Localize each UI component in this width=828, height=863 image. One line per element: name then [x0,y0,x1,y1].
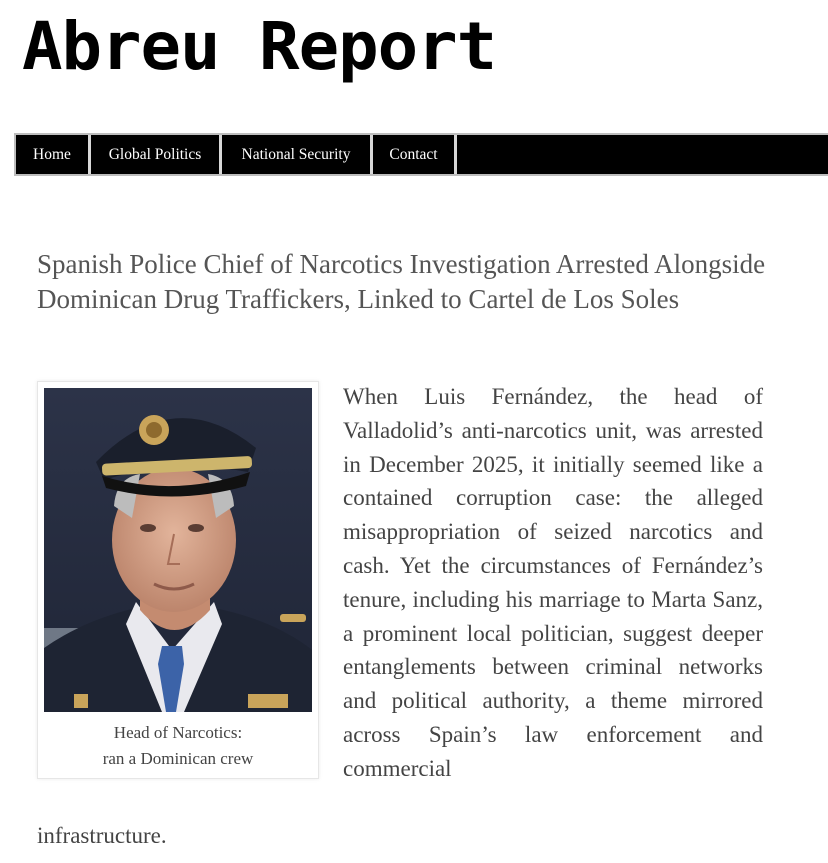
caption-line-1: Head of Narcotics: [113,723,243,742]
nav-item-national-security[interactable]: National Security [222,135,373,174]
nav-item-home[interactable]: Home [16,135,91,174]
article-figure [37,381,319,779]
caption-line-2: ran a Dominican crew [102,749,254,768]
article-headline: Spanish Police Chief of Narcotics Investigation Arrested Alongside Dominican Drug Traffickers, Linked to Cartel de Los Soles [37,249,766,314]
photo-caption [38,720,318,772]
site-title[interactable]: Abreu Report [22,8,497,85]
nav-item-global-politics[interactable]: Global Politics [91,135,222,174]
main-navigation [14,133,828,176]
article-body-tail: infrastructure. [37,823,167,848]
police-chief-photo [44,388,312,712]
article-body: When Luis Fernández, the head of Valladolid’s anti-narcotics unit, was arrested in December 2025, it initially seemed like a contained corruption case: the alleged misappropriation of seized narcotics and cash. Yet the circumstances of Fernández’s tenure, including his marriage to Marta Sanz, a prominent local politician, suggest deeper entanglements between criminal networks and political authority, a theme mirrored across Spain’s law enforcement and commercial [343,384,763,781]
nav-item-contact[interactable]: Contact [373,135,457,174]
